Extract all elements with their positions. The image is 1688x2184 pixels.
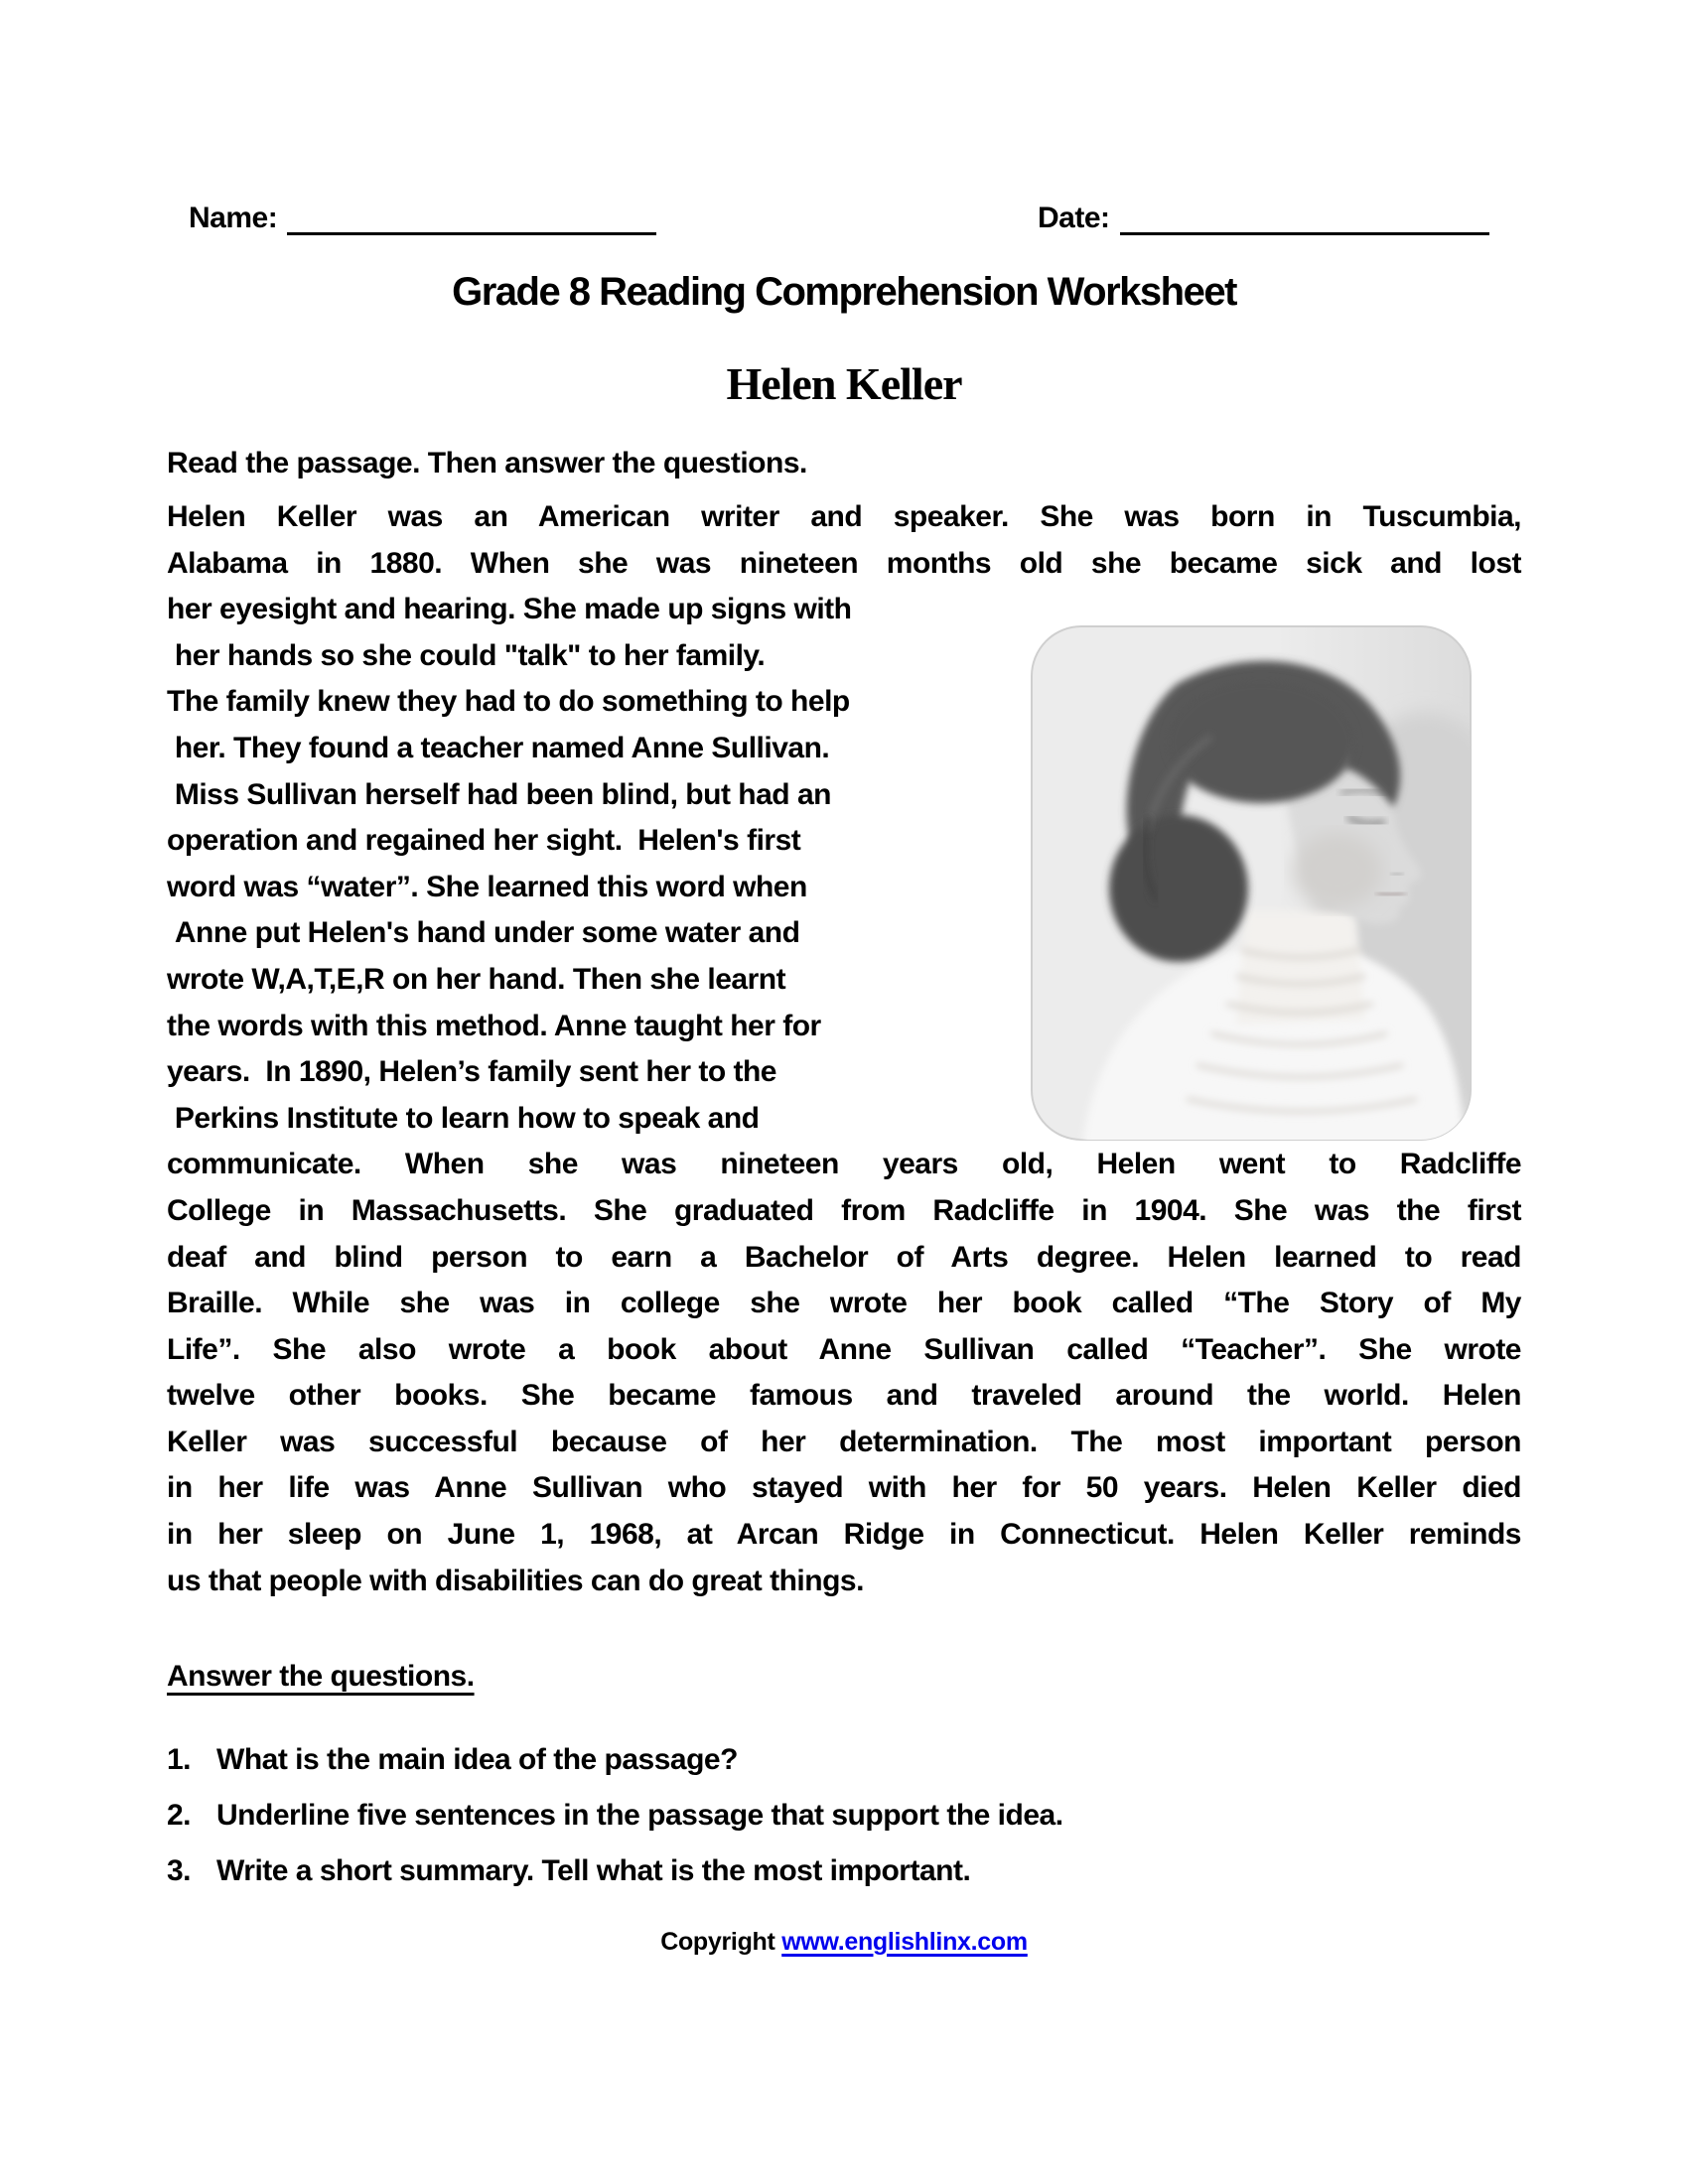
worksheet-title: Grade 8 Reading Comprehension Worksheet — [452, 270, 1236, 314]
name-field — [189, 199, 656, 235]
name-blank-line — [287, 199, 656, 235]
passage-title: Helen Keller — [726, 358, 962, 409]
question-row — [167, 1799, 1521, 1854]
passage-line: College in Massachusetts. She graduated from Radcliffe in 1904. She was the first — [167, 1193, 1521, 1227]
passage-line: us that people with disabilities can do great things. — [167, 1564, 864, 1597]
passage-line: Perkins Institute to learn how to speak and — [167, 1101, 760, 1135]
englishlinx-link[interactable]: www.englishlinx.com — [781, 1928, 1028, 1956]
question-number: 1. — [167, 1743, 192, 1776]
helen-keller-portrait — [1028, 622, 1475, 1144]
passage-instructions: Read the passage. Then answer the questions. — [167, 447, 807, 479]
passage-line: her eyesight and hearing. She made up signs with — [167, 593, 852, 626]
passage-line: The family knew they had to do something to help — [167, 685, 850, 719]
portrait-image — [1028, 622, 1475, 1144]
passage-line: her hands so she could "talk" to her family. — [167, 638, 766, 672]
passage-line: operation and regained her sight. Helen's first — [167, 824, 801, 858]
passage-line: her. They found a teacher named Anne Sullivan. — [167, 731, 830, 764]
passage-line: Braille. While she was in college she wrote her book called “The Story of My — [167, 1287, 1521, 1320]
passage-line: years. In 1890, Helen’s family sent her to the — [167, 1055, 776, 1089]
question-row — [167, 1743, 1521, 1799]
copyright-label: Copyright — [660, 1928, 775, 1956]
name-label: Name: — [189, 202, 278, 234]
passage-line: in her sleep on June 1, 1968, at Arcan Ridge in Connecticut. Helen Keller reminds — [167, 1518, 1521, 1552]
question-number: 3. — [167, 1854, 192, 1887]
copyright-line — [0, 1928, 1688, 1957]
passage-line: in her life was Anne Sullivan who stayed with her for 50 years. Helen Keller died — [167, 1471, 1521, 1505]
passage-line: Alabama in 1880. When she was nineteen months old she became sick and lost — [167, 546, 1521, 580]
passage-line: Keller was successful because of her determination. The most important person — [167, 1425, 1521, 1458]
question-number: 2. — [167, 1799, 192, 1832]
passage-line: the words with this method. Anne taught her for — [167, 1009, 821, 1042]
passage-line: deaf and blind person to earn a Bachelor of Arts degree. Helen learned to read — [167, 1240, 1521, 1274]
question-text: Write a short summary. Tell what is the most important. — [216, 1854, 971, 1887]
passage-line: twelve other books. She became famous and traveled around the world. Helen — [167, 1379, 1521, 1413]
questions-list — [167, 1743, 1521, 1910]
question-row — [167, 1854, 1521, 1910]
question-text: What is the main idea of the passage? — [216, 1743, 738, 1776]
date-label: Date: — [1038, 202, 1110, 234]
passage-line: Life”. She also wrote a book about Anne Sullivan called “Teacher”. She wrote — [167, 1332, 1521, 1366]
answer-heading: Answer the questions. — [167, 1660, 475, 1693]
passage-line: communicate. When she was nineteen years old, Helen went to Radcliffe — [167, 1148, 1521, 1181]
passage-line: Anne put Helen's hand under some water and — [167, 916, 800, 950]
date-blank-line — [1120, 199, 1489, 235]
question-text: Underline five sentences in the passage that support the idea. — [216, 1799, 1063, 1832]
passage-line: Miss Sullivan herself had been blind, but had an — [167, 777, 831, 811]
date-field — [1038, 199, 1489, 235]
passage-line: Helen Keller was an American writer and speaker. She was born in Tuscumbia, — [167, 500, 1521, 533]
passage-line: word was “water”. She learned this word when — [167, 870, 807, 903]
passage-line: wrote W,A,T,E,R on her hand. Then she learnt — [167, 962, 786, 996]
